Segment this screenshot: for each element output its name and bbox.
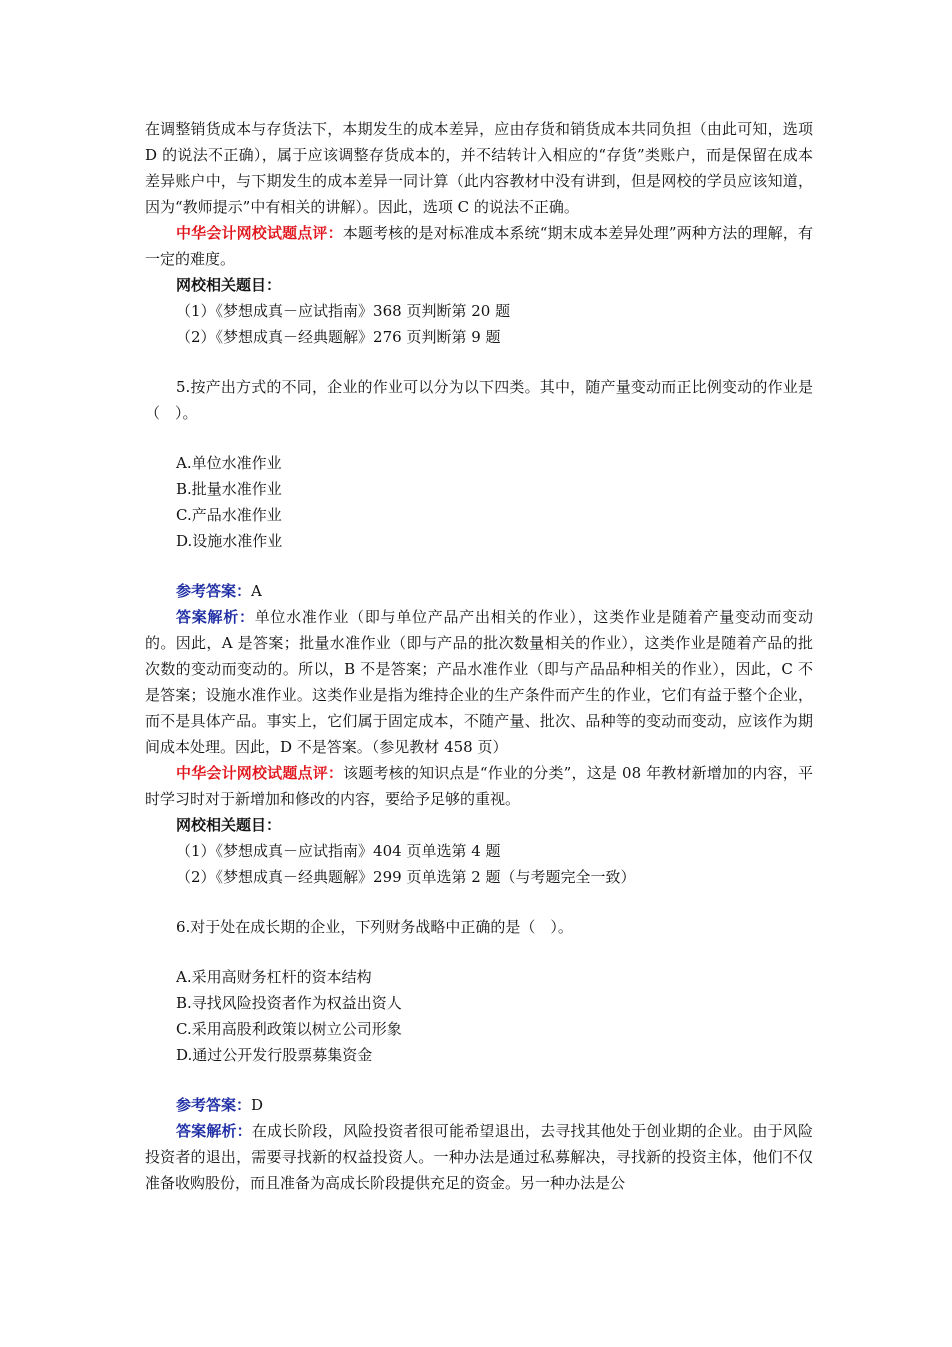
q5-answer-label: 参考答案： [176, 582, 252, 600]
q6-option-a: A.采用高财务杠杆的资本结构 [176, 968, 372, 986]
q6-answer-label: 参考答案： [176, 1096, 252, 1114]
q5-option-d: D.设施水准作业 [176, 532, 283, 550]
q5-answer [145, 578, 813, 604]
q5-analysis [145, 604, 813, 760]
q5-comment-label: 中华会计网校试题点评： [176, 764, 344, 782]
q4-related-item-2: （2）《梦想成真－经典题解》276 页判断第 9 题 [176, 328, 501, 346]
q5-option-c: C.产品水准作业 [176, 506, 282, 524]
q4-related-item-1: （1）《梦想成真－应试指南》368 页判断第 20 题 [176, 302, 511, 320]
q5-related-item-1: （1）《梦想成真－应试指南》404 页单选第 4 题 [176, 842, 501, 860]
q6-analysis-label: 答案解析： [176, 1122, 252, 1140]
q5-related-label: 网校相关题目： [176, 816, 282, 834]
q5-comment [145, 760, 813, 812]
q5-related-item-2: （2）《梦想成真－经典题解》299 页单选第 2 题（与考题完全一致） [176, 868, 636, 886]
q4-comment [145, 220, 813, 272]
q4-comment-label: 中华会计网校试题点评： [176, 224, 343, 242]
q5-analysis-label: 答案解析： [176, 608, 255, 626]
q4-explanation-paragraph: 在调整销货成本与存货法下，本期发生的成本差异，应由存货和销货成本共同负担（由此可知，选项 D 的说法不正确），属于应该调整存货成本的，并不结转计入相应的“存货”类账户，而是保留在成本差异账户中，与下期发生的成本差异一同计算（此内容教材中没有讲到，但是网校的学员应该知道，因为“教师提示”中有相关的讲解）。因此，选项 C 的说法不正确。 [145, 120, 813, 216]
q6-analysis [145, 1118, 813, 1196]
q4-related-label: 网校相关题目： [176, 276, 282, 294]
q5-question: 5.按产出方式的不同，企业的作业可以分为以下四类。其中，随产量变动而正比例变动的作业是（ ）。 [145, 378, 813, 422]
q6-analysis-text: 在成长阶段，风险投资者很可能希望退出，去寻找其他处于创业期的企业。由于风险投资者的退出，需要寻找新的权益投资人。一种办法是通过私募解决，寻找新的投资主体，他们不仅准备收购股份，而且准备为高成长阶段提供充足的资金。另一种办法是公 [145, 1122, 813, 1192]
q6-option-c: C.采用高股利政策以树立公司形象 [176, 1020, 402, 1038]
q5-answer-value: A [251, 582, 262, 600]
q5-option-b: B.批量水准作业 [176, 480, 282, 498]
q4-comment-text: 本题考核的是对标准成本系统“期末成本差异处理”两种方法的理解，有一定的难度。 [145, 224, 813, 268]
q6-answer-value: D [251, 1096, 264, 1114]
document-page [145, 116, 813, 1196]
q5-comment-text: 该题考核的知识点是“作业的分类”，这是 08 年教材新增加的内容，平时学习时对于新增加和修改的内容，要给予足够的重视。 [145, 764, 813, 808]
q6-option-d: D.通过公开发行股票募集资金 [176, 1046, 373, 1064]
q6-answer [145, 1092, 813, 1118]
q6-option-b: B.寻找风险投资者作为权益出资人 [176, 994, 402, 1012]
q5-option-a: A.单位水准作业 [176, 454, 282, 472]
q5-analysis-text: 单位水准作业（即与单位产品产出相关的作业），这类作业是随着产量变动而变动的。因此，A 是答案；批量水准作业（即与产品的批次数量相关的作业），这类作业是随着产品的批次数的变动而变动的。所以，B 不是答案；产品水准作业（即与产品品种相关的作业），因此，C 不是答案；设施水准作业。这类作业是指为维持企业的生产条件而产生的作业，它们有益于整个企业，而不是具体产品。事实上，它们属于固定成本，不随产量、批次、品种等的变动而变动，应该作为期间成本处理。因此，D 不是答案。（参见教材 458 页） [145, 608, 813, 756]
q6-question: 6.对于处在成长期的企业，下列财务战略中正确的是（ ）。 [176, 918, 573, 936]
